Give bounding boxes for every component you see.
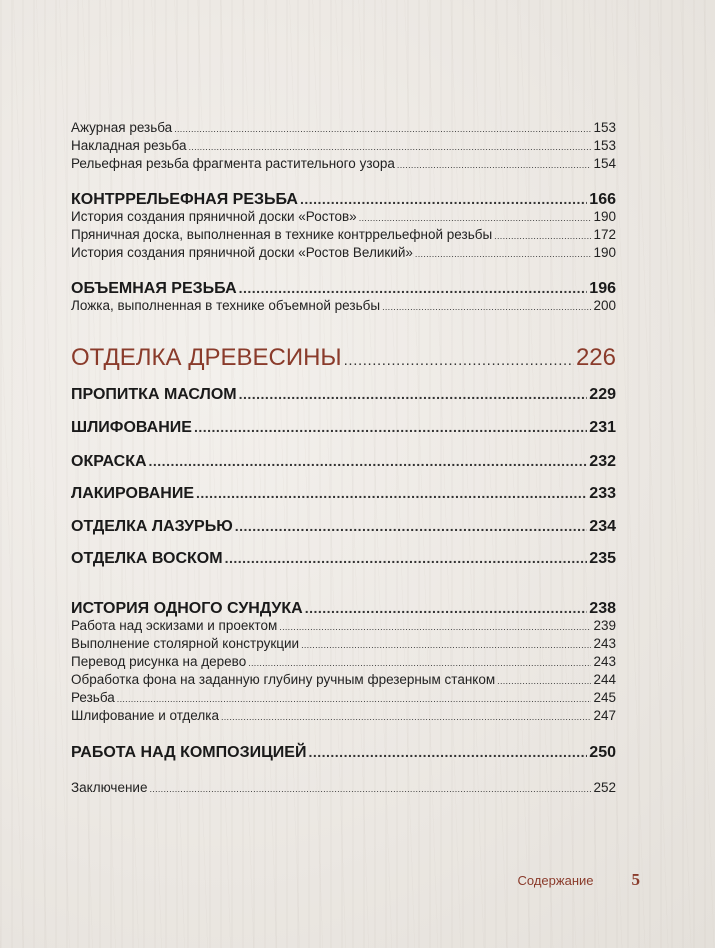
toc-entry-title: ОТДЕЛКА ВОСКОМ bbox=[71, 550, 223, 567]
toc-entry-page: 247 bbox=[593, 708, 616, 723]
toc-section-heading bbox=[71, 277, 616, 299]
toc-entry-page: 234 bbox=[589, 518, 616, 535]
toc-entry-title: Резьба bbox=[71, 690, 115, 705]
toc-entry-title: Ажурная резьба bbox=[71, 120, 173, 135]
toc-entry-page: 245 bbox=[593, 690, 616, 705]
toc-entry-title: КОНТРРЕЛЬЕФНАЯ РЕЗЬБА bbox=[71, 191, 298, 208]
toc-section-heading bbox=[71, 482, 616, 504]
toc-entry-title: РАБОТА НАД КОМПОЗИЦИЕЙ bbox=[71, 744, 307, 761]
toc-section-heading bbox=[71, 188, 616, 210]
toc-entry-title: Шлифование и отделка bbox=[71, 708, 219, 723]
toc-entry-page: 243 bbox=[593, 654, 616, 669]
toc-entry-page: 232 bbox=[589, 453, 616, 470]
toc-entry bbox=[71, 689, 616, 707]
dot-leader bbox=[221, 707, 592, 726]
dot-leader bbox=[149, 450, 588, 473]
toc-entry-page: 196 bbox=[589, 280, 616, 297]
toc-entry-title: Накладная резьба bbox=[71, 138, 187, 153]
dot-leader bbox=[188, 137, 591, 156]
toc-entry-title: Заключение bbox=[71, 780, 148, 795]
toc-entry bbox=[71, 671, 616, 689]
toc-entry bbox=[71, 119, 616, 137]
toc-entry-title: ШЛИФОВАНИЕ bbox=[71, 419, 192, 436]
toc-entry bbox=[71, 653, 616, 671]
toc-entry-page: 238 bbox=[589, 600, 616, 617]
toc-entry bbox=[71, 617, 616, 635]
dot-leader bbox=[248, 653, 591, 672]
toc-entry-page: 243 bbox=[593, 636, 616, 651]
toc-entry-title: ПРОПИТКА МАСЛОМ bbox=[71, 386, 237, 403]
toc-section-heading bbox=[71, 416, 616, 438]
dot-leader bbox=[497, 671, 591, 690]
toc-entry bbox=[71, 244, 616, 262]
toc-entry-title: ОБЪЕМНАЯ РЕЗЬБА bbox=[71, 280, 237, 297]
toc-section-heading bbox=[71, 741, 616, 763]
toc-section-heading bbox=[71, 597, 616, 619]
dot-leader bbox=[279, 617, 591, 636]
toc-entry bbox=[71, 297, 616, 315]
dot-leader bbox=[494, 226, 591, 245]
toc-entry-page: 153 bbox=[593, 138, 616, 153]
toc-entry-page: 190 bbox=[593, 209, 616, 224]
toc-entry-page: 226 bbox=[575, 344, 616, 371]
toc-entry-page: 190 bbox=[593, 245, 616, 260]
toc-entry bbox=[71, 635, 616, 653]
toc-section-heading bbox=[71, 383, 616, 405]
toc-entry-title: Выполнение столярной конструкции bbox=[71, 636, 300, 651]
toc-entry-page: 252 bbox=[593, 780, 616, 795]
toc-entry-page: 200 bbox=[593, 298, 616, 313]
dot-leader bbox=[225, 547, 588, 570]
toc-entry-title: ОТДЕЛКА ЛАЗУРЬЮ bbox=[71, 518, 233, 535]
toc-entry-title: ЛАКИРОВАНИЕ bbox=[71, 485, 194, 502]
toc-entry-title: История создания пряничной доски «Ростов» bbox=[71, 209, 357, 224]
toc-section-heading bbox=[71, 450, 616, 472]
toc-entry bbox=[71, 208, 616, 226]
running-footer-label: Содержание bbox=[517, 873, 594, 888]
toc-entry-title: Перевод рисунка на дерево bbox=[71, 654, 247, 669]
toc-entry bbox=[71, 226, 616, 244]
toc-entry-page: 233 bbox=[589, 485, 616, 502]
dot-leader bbox=[196, 482, 587, 505]
toc-entry bbox=[71, 137, 616, 155]
toc-section-heading bbox=[71, 547, 616, 569]
toc-entry-title: ОКРАСКА bbox=[71, 453, 147, 470]
toc-entry-page: 153 bbox=[593, 120, 616, 135]
dot-leader bbox=[117, 689, 592, 708]
page-footer bbox=[518, 870, 640, 890]
dot-leader bbox=[344, 343, 574, 376]
toc-entry bbox=[71, 779, 616, 797]
dot-leader bbox=[149, 779, 591, 798]
toc-entry-page: 154 bbox=[593, 156, 616, 171]
toc-part-heading bbox=[71, 343, 616, 373]
toc-entry-title: Обработка фона на заданную глубину ручным фрезерным станком bbox=[71, 672, 496, 687]
toc-entry-title: Ложка, выполненная в технике объемной резьбы bbox=[71, 298, 381, 313]
page-number: 5 bbox=[631, 870, 640, 889]
toc-entry-page: 235 bbox=[589, 550, 616, 567]
toc-entry bbox=[71, 707, 616, 725]
toc-entry-page: 250 bbox=[589, 744, 616, 761]
dot-leader bbox=[382, 297, 591, 316]
toc-entry-page: 239 bbox=[593, 618, 616, 633]
toc-entry-title: ОТДЕЛКА ДРЕВЕСИНЫ bbox=[71, 344, 342, 371]
toc-entry-page: 166 bbox=[589, 191, 616, 208]
dot-leader bbox=[194, 416, 587, 439]
toc-section-heading bbox=[71, 515, 616, 537]
toc-entry-page: 172 bbox=[593, 227, 616, 242]
dot-leader bbox=[301, 635, 591, 654]
dot-leader bbox=[359, 208, 592, 227]
toc-entry-title: Пряничная доска, выполненная в технике контррельефной резьбы bbox=[71, 227, 493, 242]
dot-leader bbox=[308, 741, 587, 764]
dot-leader bbox=[235, 515, 588, 538]
toc-entry bbox=[71, 155, 616, 173]
toc-entry-page: 244 bbox=[593, 672, 616, 687]
toc-entry-page: 231 bbox=[589, 419, 616, 436]
dot-leader bbox=[239, 383, 588, 406]
dot-leader bbox=[415, 244, 592, 263]
toc-entry-title: Рельефная резьба фрагмента растительного узора bbox=[71, 156, 395, 171]
toc-entry-title: ИСТОРИЯ ОДНОГО СУНДУКА bbox=[71, 600, 303, 617]
toc-entry-title: История создания пряничной доски «Ростов Великий» bbox=[71, 245, 413, 260]
dot-leader bbox=[397, 155, 592, 174]
toc-entry-page: 229 bbox=[589, 386, 616, 403]
dot-leader bbox=[174, 119, 591, 138]
toc-entry-title: Работа над эскизами и проектом bbox=[71, 618, 278, 633]
